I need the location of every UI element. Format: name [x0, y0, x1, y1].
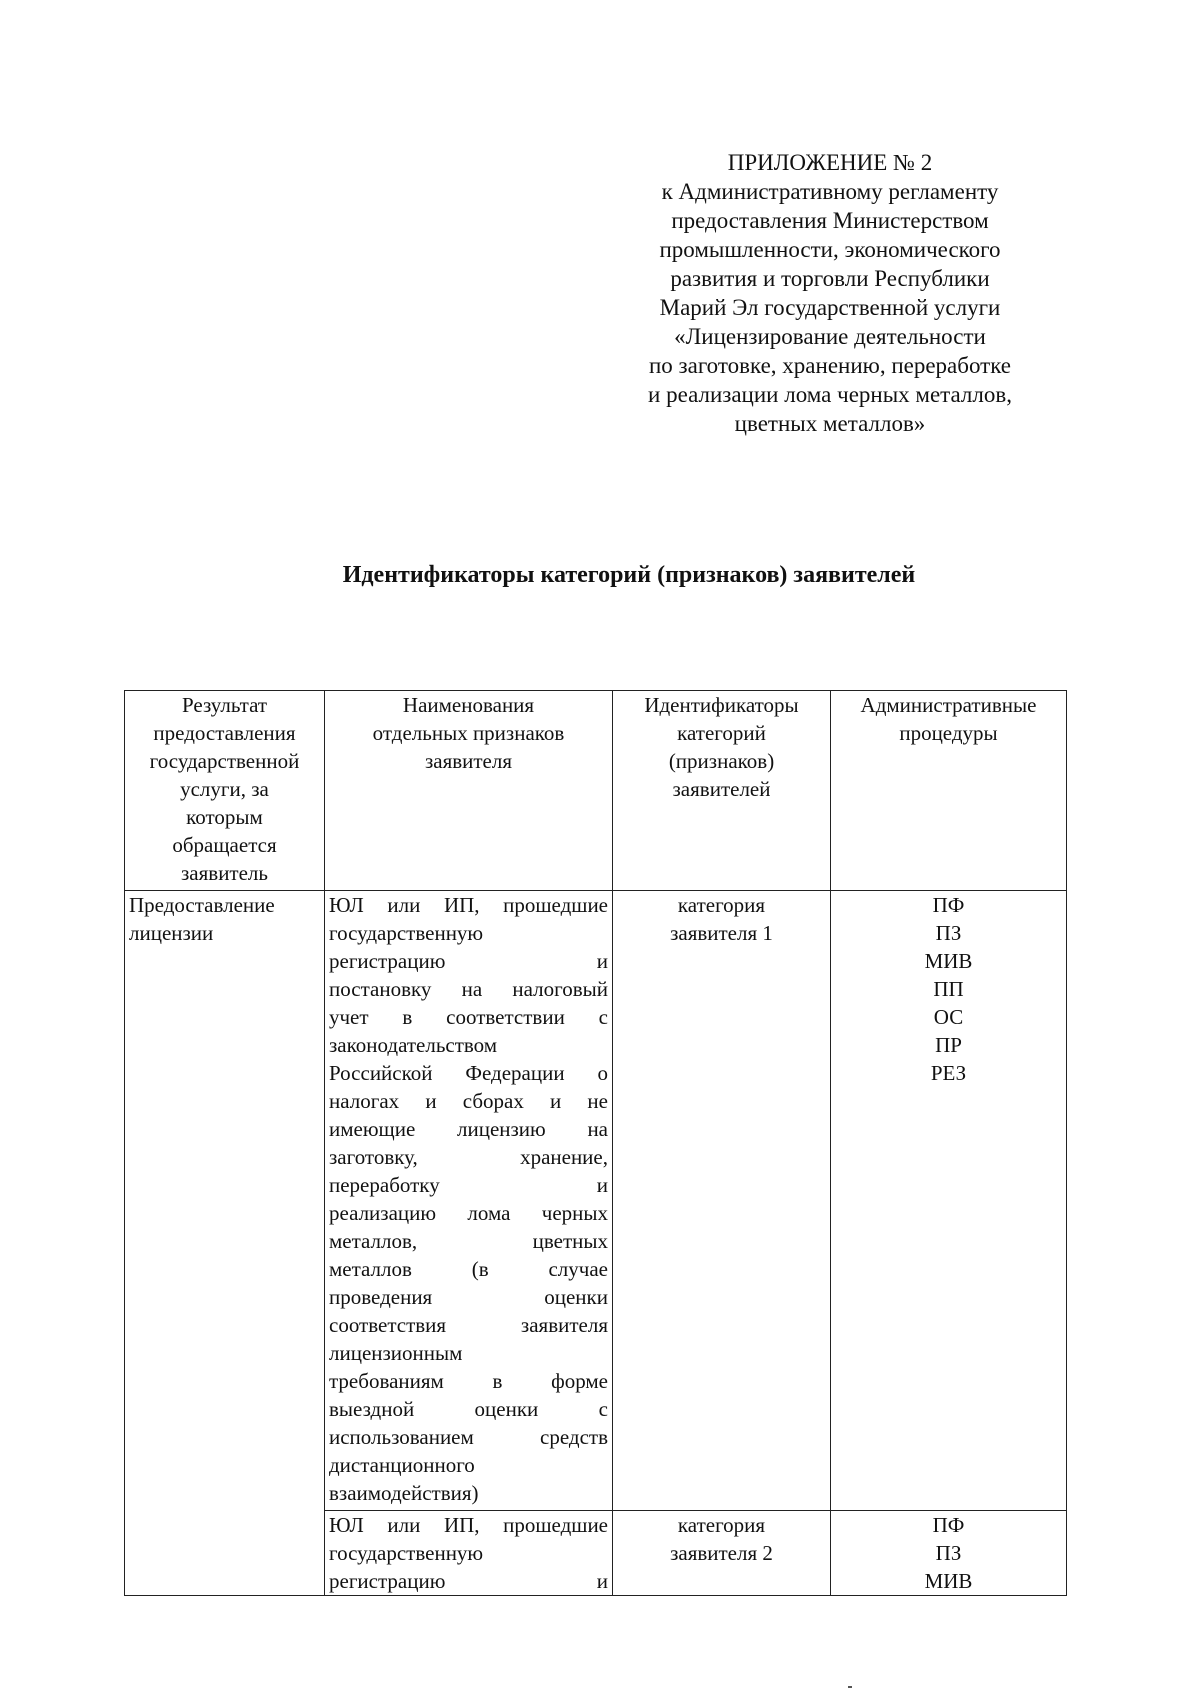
document-title: Идентификаторы категорий (признаков) заявителей — [342, 562, 916, 588]
features-line: регистрацию и — [329, 1569, 608, 1593]
header-line: Идентификаторы — [644, 693, 799, 717]
scan-speck — [848, 1686, 852, 1688]
features-line: лицензионным — [329, 1341, 463, 1365]
features-line: постановку на налоговый — [329, 977, 608, 1001]
features-line: имеющие лицензию на — [329, 1117, 608, 1141]
features-line: использованием средств — [329, 1425, 608, 1449]
header-line: категорий — [677, 721, 766, 745]
procedure-code: РЕЗ — [930, 1061, 967, 1085]
header-line: процедуры — [899, 721, 998, 745]
features-line: проведения оценки — [329, 1285, 608, 1309]
applicant-categories-table — [124, 690, 1067, 1596]
header-cell-identifiers — [613, 691, 831, 891]
features-line: налогах и сборах и не — [329, 1089, 608, 1113]
header-cell-result — [125, 691, 325, 891]
header-line: заявитель — [181, 861, 268, 885]
appendix-line: промышленности, экономического — [659, 237, 1001, 262]
header-line: заявителей — [672, 777, 771, 801]
result-line: Предоставление — [129, 893, 275, 917]
table-row — [125, 891, 1067, 1511]
header-line: (признаков) — [668, 749, 775, 773]
category-line: заявителя 2 — [670, 1541, 773, 1565]
features-line: государственную — [329, 921, 484, 945]
category-cell — [613, 891, 831, 1511]
header-line: Наименования — [402, 693, 535, 717]
features-line: требованиям в форме — [329, 1369, 608, 1393]
table-header-row — [125, 691, 1067, 891]
features-line: ЮЛ или ИП, прошедшие — [329, 1513, 608, 1537]
features-line: законодательством — [329, 1033, 498, 1057]
category-cell — [613, 1511, 831, 1596]
appendix-line: к Административному регламенту — [661, 179, 999, 204]
result-cell — [125, 891, 325, 1596]
features-line: выездной оценки с — [329, 1397, 608, 1421]
procedure-code: МИВ — [924, 1569, 973, 1593]
features-line: регистрацию и — [329, 949, 608, 973]
header-line: Результат — [181, 693, 268, 717]
procedures-cell — [831, 891, 1067, 1511]
category-line: заявителя 1 — [670, 921, 773, 945]
header-line: предоставления — [153, 721, 296, 745]
appendix-line: развития и торговли Республики — [670, 266, 990, 291]
features-line: Российской Федерации о — [329, 1061, 608, 1085]
features-line: государственную — [329, 1541, 484, 1565]
procedure-code: ПФ — [932, 1513, 965, 1537]
features-cell — [325, 1511, 613, 1596]
header-line: обращается — [172, 833, 277, 857]
features-line: учет в соответствии с — [329, 1005, 608, 1029]
features-line: реализацию лома черных — [329, 1201, 608, 1225]
procedure-code: ПЗ — [935, 1541, 962, 1565]
procedures-cell — [831, 1511, 1067, 1596]
header-line: отдельных признаков — [372, 721, 565, 745]
header-line: Административные — [860, 693, 1037, 717]
features-line: дистанционного — [329, 1453, 475, 1477]
features-line: металлов (в случае — [329, 1257, 608, 1281]
features-line: металлов, цветных — [329, 1229, 608, 1253]
header-line: заявителя — [424, 749, 513, 773]
appendix-line: по заготовке, хранению, переработке — [648, 353, 1012, 378]
header-line: государственной — [149, 749, 300, 773]
appendix-line: Марий Эл государственной услуги — [659, 295, 1001, 320]
category-line: категория — [677, 893, 766, 917]
category-line: категория — [677, 1513, 766, 1537]
features-cell — [325, 891, 613, 1511]
appendix-line: предоставления Министерством — [671, 208, 989, 233]
procedure-code: ПЗ — [935, 921, 962, 945]
procedure-code: ПФ — [932, 893, 965, 917]
appendix-line: ПРИЛОЖЕНИЕ № 2 — [727, 150, 933, 175]
result-line: лицензии — [129, 921, 214, 945]
procedure-code: ПР — [935, 1033, 962, 1057]
procedure-code: МИВ — [924, 949, 973, 973]
header-line: которым — [186, 805, 263, 829]
features-line: переработку и — [329, 1173, 608, 1197]
header-cell-procedures — [831, 691, 1067, 891]
features-line: заготовку, хранение, — [329, 1145, 608, 1169]
features-line: ЮЛ или ИП, прошедшие — [329, 893, 608, 917]
procedure-code: ОС — [933, 1005, 964, 1029]
appendix-line: цветных металлов» — [734, 411, 926, 436]
features-line: взаимодействия) — [329, 1481, 479, 1505]
features-line: соответствия заявителя — [329, 1313, 608, 1337]
appendix-line: и реализации лома черных металлов, — [648, 382, 1012, 407]
procedure-code: ПП — [933, 977, 964, 1001]
header-cell-features — [325, 691, 613, 891]
appendix-heading — [600, 148, 1060, 438]
header-line: услуги, за — [180, 777, 269, 801]
appendix-line: «Лицензирование деятельности — [674, 324, 986, 349]
